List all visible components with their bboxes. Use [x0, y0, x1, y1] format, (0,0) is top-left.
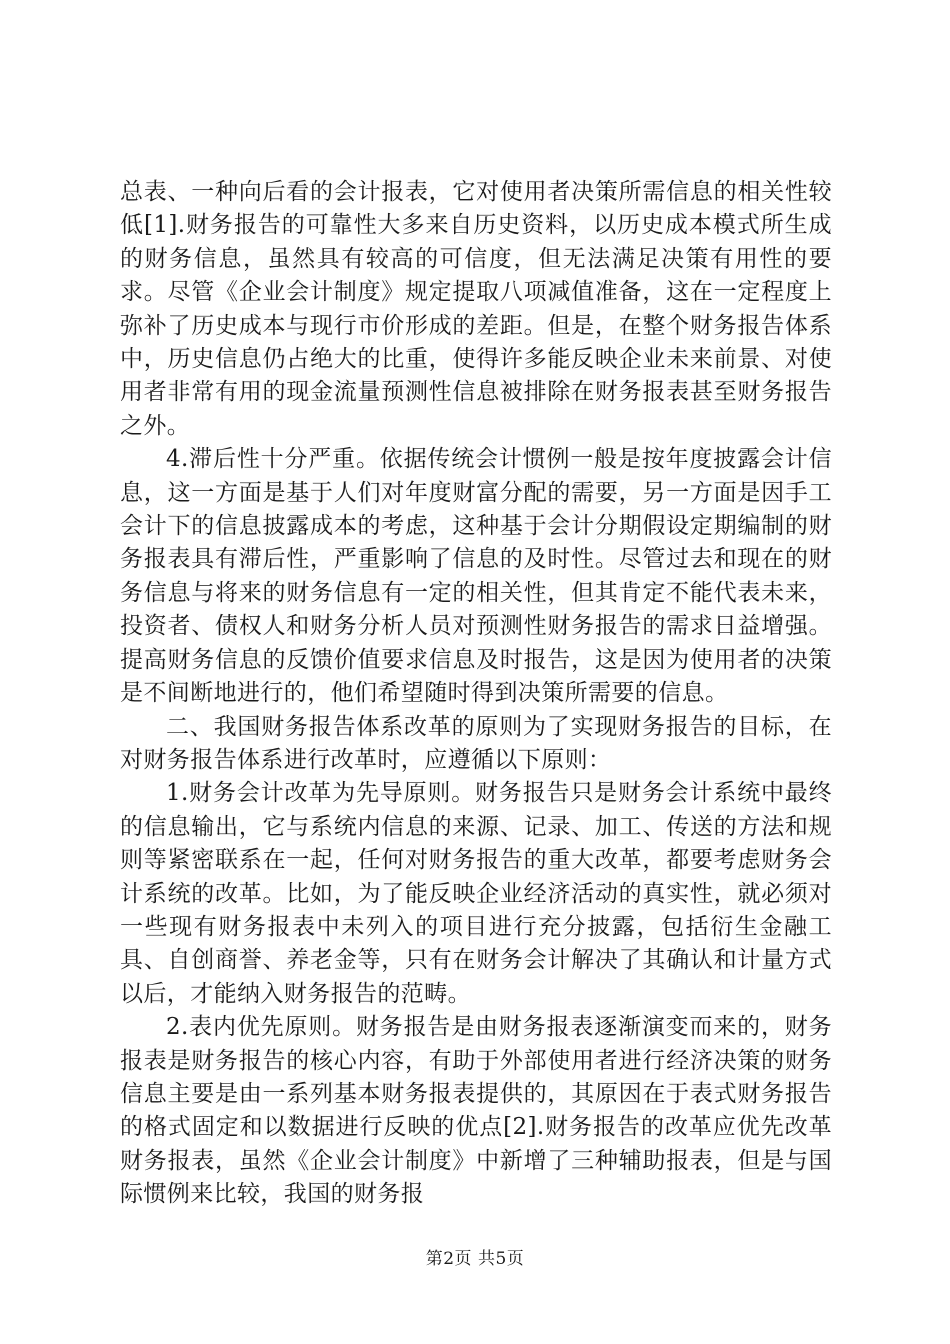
paragraph-3: 二、我国财务报告体系改革的原则为了实现财务报告的目标，在对财务报告体系进行改革时，应遵循以下原则： [120, 713, 832, 773]
paragraph-4: 1.财务会计改革为先导原则。财务报告只是财务会计系统中最终的信息输出，它与系统内信息的来源、记录、加工、传送的方法和规则等紧密联系在一起，任何对财务报告的重大改革，都要考虑财务会计系统的改革。比如，为了能反映企业经济活动的真实性，就必须对一些现有财务报表中未列入的项目进行充分披露，包括衍生金融工具、自创商誉、养老金等，只有在财务会计解决了其确认和计量方式以后，才能纳入财务报告的范畴。 [120, 780, 832, 1007]
paragraph-1: 总表、一种向后看的会计报表，它对使用者决策所需信息的相关性较低[1].财务报告的可靠性大多来自历史资料，以历史成本模式所生成的财务信息，虽然具有较高的可信度，但无法满足决策有用性的要求。尽管《企业会计制度》规定提取八项减值准备，这在一定程度上弥补了历史成本与现行市价形成的差距。但是，在整个财务报告体系中，历史信息仍占绝大的比重，使得许多能反映企业未来前景、对使用者非常有用的现金流量预测性信息被排除在财务报表甚至财务报告之外。 [120, 179, 832, 439]
document-body [120, 176, 832, 1212]
page-number-footer: 第2页 共5页 [425, 1249, 525, 1269]
paragraph-5: 2.表内优先原则。财务报告是由财务报表逐渐演变而来的，财务报表是财务报告的核心内容，有助于外部使用者进行经济决策的财务信息主要是由一系列基本财务报表提供的，其原因在于表式财务报告的格式固定和以数据进行反映的优点[2].财务报告的改革应优先改革财务报表，虽然《企业会计制度》中新增了三种辅助报表，但是与国际惯例来比较，我国的财务报 [120, 1014, 832, 1208]
paragraph-2: 4.滞后性十分严重。依据传统会计惯例一般是按年度披露会计信息，这一方面是基于人们对年度财富分配的需要，另一方面是因手工会计下的信息披露成本的考虑，这种基于会计分期假设定期编制的财务报表具有滞后性，严重影响了信息的及时性。尽管过去和现在的财务信息与将来的财务信息有一定的相关性，但其肯定不能代表未来，投资者、债权人和财务分析人员对预测性财务报告的需求日益增强。提高财务信息的反馈价值要求信息及时报告，这是因为使用者的决策是不间断地进行的，他们希望随时得到决策所需要的信息。 [120, 446, 832, 707]
